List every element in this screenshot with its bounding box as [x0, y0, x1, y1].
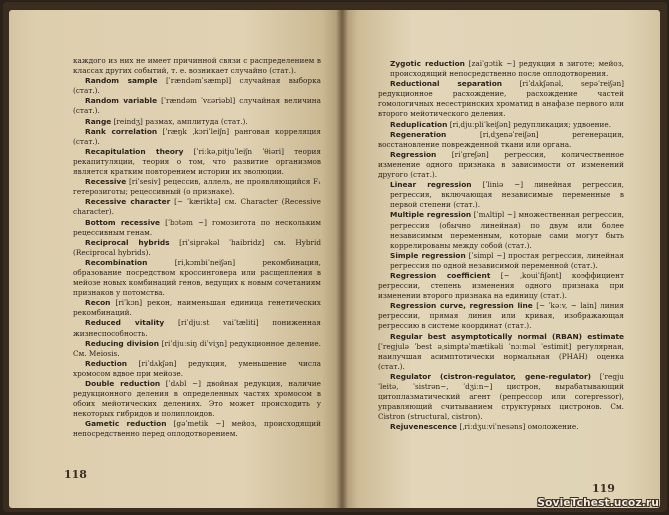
entry-term: Reduced vitality	[85, 318, 165, 328]
entry-definition: [riˈgreʃən] регрессия, количественное изменение одного признака в зависимости от изменений другого (стат.).	[378, 149, 625, 180]
dictionary-entry	[73, 147, 321, 177]
entry-definition: [~ ˈkəːv, ~ lain] линия регрессии, прямая линия или кривая, изображающая регрессию в системе координат (стат.).	[378, 301, 624, 331]
entry-definition: [riˌdjuːpliˈkeiʃən] редупликация; удвоение.	[449, 119, 612, 129]
entry-definition: [~ ˌkouiˈfiʃənt] коэффициент регрессии, степень изменения одного признака при изменении второго признака на единицу (стат.).	[378, 270, 624, 301]
dictionary-entry	[378, 120, 624, 130]
entry-term: Regression	[390, 149, 437, 159]
entry-term: Recon	[85, 298, 111, 308]
dictionary-entry	[378, 372, 624, 422]
entry-definition: [gəˈmetik ~] мейоз, происходящий непосредственно перед оплодотворением.	[73, 419, 321, 439]
site-watermark: SovieTchest.ucoz.ru	[537, 497, 659, 509]
left-page	[9, 10, 342, 508]
entry-term: Rejuvenescence	[390, 422, 458, 432]
entry-term: Regression coefficient	[390, 270, 491, 280]
entry-term: Reduplication	[390, 119, 448, 129]
entry-definition: [ˈrændəm ˈvɛəriəbl] случайная величина (стат.).	[73, 96, 321, 116]
left-entry-list	[73, 76, 321, 439]
dictionary-entry	[378, 422, 624, 432]
entry-definition: [ˈregjulə ˈbest əˌsimptəˈmætikəli ˈnɔːməl ˈestimit] регулярная, наилучшая асимптотически нормальная (РНАН) оценка (стат.).	[378, 341, 624, 371]
book-gutter	[336, 10, 348, 508]
entry-definition: [zaiˈgɔtik ~] редукция в зиготе; мейоз, происходящий непосредственно после оплодотворения.	[390, 59, 625, 79]
entry-term: Recessive character	[85, 197, 171, 207]
entry-definition: [riˈdjuːsiŋ diˈviʒn] редукционное деление. См. Meiosis.	[73, 338, 321, 358]
entry-term: Reciprocal hybrids	[85, 237, 170, 247]
continuation-text: каждого из них не имеет причинной связи с распределением в классах других событий, т. е. возникает случайно (стат.).	[73, 56, 321, 76]
entry-definition: [ˈbɔtəm ~] гомозигота по нескольким рецессивным генам.	[73, 217, 322, 237]
entry-definition: [ˈriːkəˌpitjuˈleiʃn ˈθiəri] теория рекапитуляции, теория о том, что развитие организмов является кратким повторением истории их эволюции.	[73, 146, 321, 177]
entry-definition: [ˈliniə ~] линейная регрессия, регрессия, включающая независимые переменные в первой степени (стат.).	[390, 180, 625, 210]
entry-term: Simple regression	[390, 250, 466, 260]
dictionary-entry	[378, 271, 624, 301]
entry-term: Reducing division	[85, 338, 160, 348]
dictionary-entry	[378, 79, 624, 119]
right-entry-list	[378, 59, 624, 432]
left-page-column	[73, 56, 321, 440]
dictionary-entry	[73, 318, 321, 338]
dictionary-entry	[73, 379, 321, 419]
entry-definition: [ˈregjuˈleitə, ˈsistrən~, ˈdʒiːn~] цистрон, вырабатывающий цитоплазматический агент (репрессор или corepressor), управляющий считыванием структурных цистронов. См. Cistron (structural, cistron).	[378, 371, 624, 422]
entry-definition: [ˌriːdʒuːviˈnesəns] омоложение.	[459, 422, 579, 432]
entry-definition: [ˈrændəmˈsæmpl] случайная выборка (стат.).	[73, 76, 322, 96]
entry-definition: [riˌkɔmbiˈneiʃən] рекомбинация, образование посредством кроссинговера или расщепления в мейозе новых комбинаций генов, ведущих к новым сочетаниям признаков у потомства.	[73, 257, 321, 298]
dictionary-entry	[73, 298, 321, 318]
dictionary-entry	[73, 339, 321, 359]
entry-term: Reduction	[85, 358, 128, 368]
entry-term: Regeneration	[390, 129, 447, 139]
entry-term: Rank correlation	[85, 126, 158, 136]
dictionary-entry	[378, 332, 624, 372]
entry-term: Random sample	[85, 76, 158, 86]
dictionary-entry	[73, 258, 321, 298]
dictionary-entry	[73, 76, 321, 96]
dictionary-entry	[378, 180, 624, 210]
entry-definition: [ˈmʌltipl ~] множественная регрессия, регрессия (обычно линейная) по двум или более независимым переменным, которые сами могут быть коррелированы между собой (стат.).	[390, 210, 625, 250]
dictionary-entry	[73, 127, 321, 147]
entry-definition: [ˈræŋk ˌkɔriˈleiʃn] ранговая корреляция (стат.).	[73, 126, 321, 146]
entry-term: Regular best asymptotically normal (RBAN) estimate	[390, 331, 624, 341]
entry-definition: [ˈdʌbl ~] двойная редукция, наличие редукционного деления в определенных частях хромосом в обоих мейотических делениях. Это может происходить у некоторых гибридов и полиплоидов.	[73, 379, 321, 419]
entry-term: Linear regression	[390, 180, 472, 190]
dictionary-entry	[378, 130, 624, 150]
entry-term: Reductional separation	[390, 79, 503, 89]
dictionary-entry	[73, 419, 321, 439]
dictionary-entry	[378, 301, 624, 331]
entry-term: Recessive	[85, 177, 127, 187]
entry-definition: [riˌdʒenəˈreiʃən] регенерация, восстановление поврежденной ткани или органа.	[378, 129, 624, 149]
entry-term: Regulator (cistron-regulator, gene-regulator)	[390, 371, 591, 381]
entry-term: Recombination	[85, 257, 148, 267]
dictionary-entry	[73, 177, 321, 197]
entry-term: Bottom recessive	[85, 217, 161, 227]
page-number-right: 119	[592, 482, 615, 495]
entry-term: Gametic reduction	[85, 419, 167, 429]
entry-term: Regression curve, regression line	[390, 301, 533, 311]
entry-definition: [riˈkɔn] рекон, наименьшая единица генетических рекомбинаций.	[73, 298, 322, 318]
dictionary-entry	[73, 218, 321, 238]
entry-term: Multiple regression	[390, 210, 472, 220]
entry-term: Zygotic reduction	[390, 59, 465, 68]
entry-definition: [riˈdʌkʃən] редукция, уменьшение числа хромосом вдвое при мейозе.	[73, 358, 321, 378]
page-number-left: 118	[64, 468, 87, 481]
entry-definition: [ˈsimpl ~] простая регрессия, линейная регрессия по одной независимой переменной (стат.).	[390, 250, 624, 270]
dictionary-entry	[73, 197, 321, 217]
dictionary-entry	[378, 210, 624, 250]
dictionary-entry	[378, 251, 624, 271]
dictionary-entry	[73, 96, 321, 116]
right-page-column	[378, 59, 624, 432]
right-page	[342, 10, 660, 508]
entry-term: Range	[85, 116, 112, 126]
entry-definition: [riˈdʌkʃənəl, sepəˈreiʃən] редукционное расхождение, расхождение частей гомологичных несестринских хроматид в анафазе первого или второго мейотического деления.	[378, 79, 624, 119]
dictionary-entry	[378, 59, 624, 79]
entry-term: Double reduction	[85, 379, 161, 388]
dictionary-entry	[378, 150, 624, 180]
dictionary-entry	[73, 359, 321, 379]
entry-definition: [reindʒ] размах, амплитуда (стат.).	[113, 116, 248, 126]
entry-definition: [riˈsesiv] рецессив, аллель, не проявляющийся F₁ гетерозиготы; рецессивный (о признаке).	[73, 177, 321, 197]
entry-definition: [riˈdjuːst vaiˈtæliti] пониженная жизнеспособность.	[73, 318, 321, 338]
entry-definition: [riˈsiprəkəl ˈhaibridz] см. Hybrid (Reciprocal hybrids).	[73, 237, 321, 257]
entry-term: Recapitulation theory	[85, 146, 184, 156]
dictionary-entry	[73, 238, 321, 258]
dictionary-entry	[73, 117, 321, 127]
entry-term: Random variable	[85, 96, 158, 106]
entry-definition: [~ ˈkæriktə] см. Character (Recessive character).	[73, 197, 321, 217]
